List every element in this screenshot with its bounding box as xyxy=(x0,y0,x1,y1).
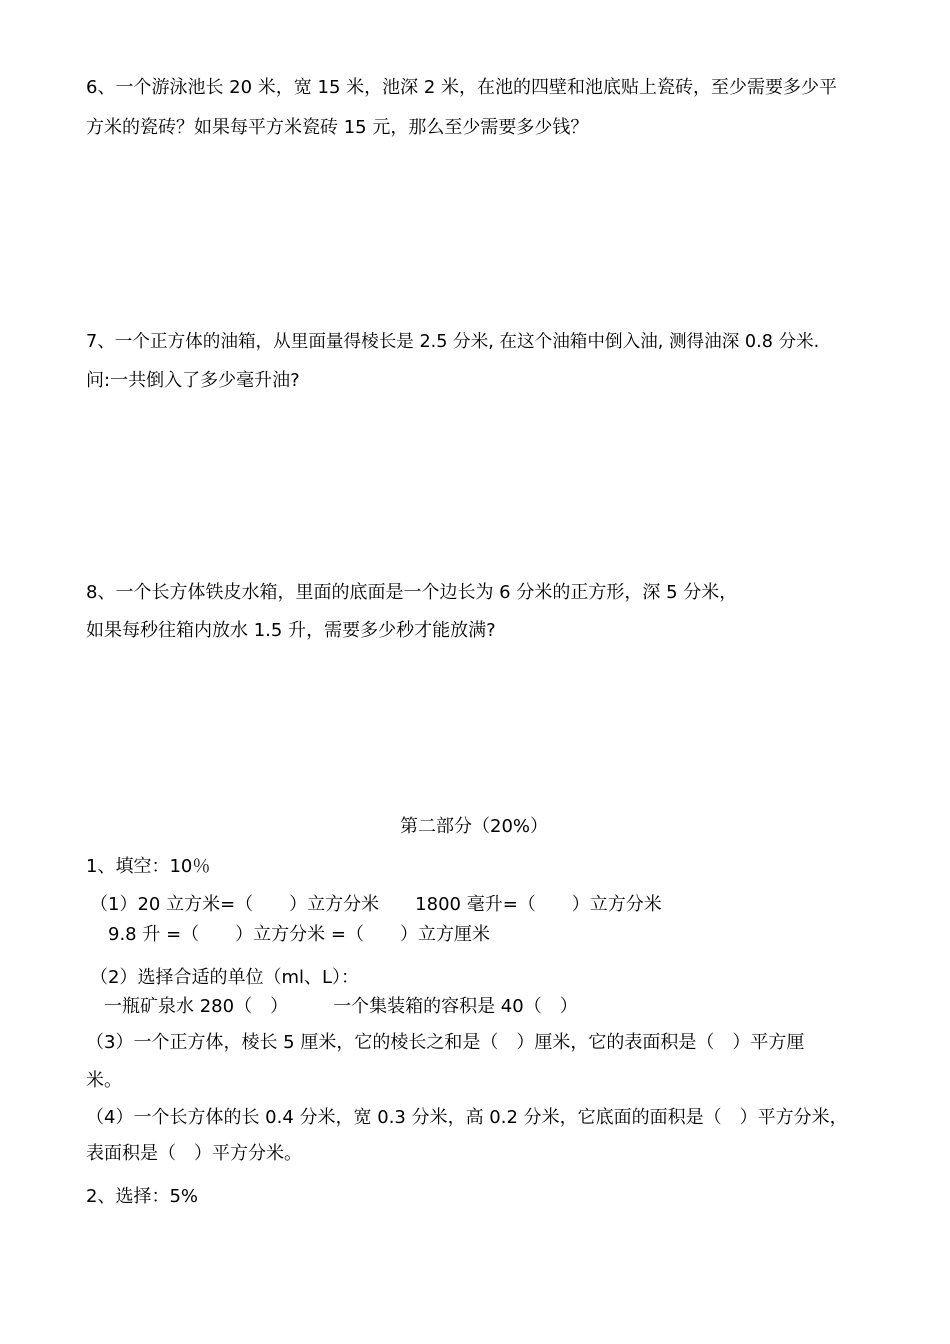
q8-line2: 如果每秒往箱内放水 1.5 升，需要多少秒才能放满? xyxy=(86,620,496,641)
q8-line1: 8、一个长方体铁皮水箱，里面的底面是一个边长为 6 分米的正方形，深 5 分米， xyxy=(86,582,738,603)
fill-1a: （1）20 立方米=（ ）立方分米 1800 毫升=（ ）立方分米 xyxy=(90,894,662,915)
q6-line2: 方米的瓷砖？如果每平方米瓷砖 15 元，那么至少需要多少钱？ xyxy=(86,117,589,138)
q7-line2: 问:一共倒入了多少毫升油? xyxy=(86,370,300,391)
part2-title: 第二部分（20%） xyxy=(400,816,549,837)
fill-2b: 一瓶矿泉水 280（ ） 一个集装箱的容积是 40（ ） xyxy=(104,996,578,1017)
fill-4a: （4）一个长方体的长 0.4 分米，宽 0.3 分米，高 0.2 分米，它底面的面积是（ ）平方分米， xyxy=(86,1107,848,1128)
section-choice: 2、选择：5% xyxy=(86,1186,199,1207)
q6-line1: 6、一个游泳池长 20 米，宽 15 米，池深 2 米，在池的四壁和池底贴上瓷砖，至少需要多少平 xyxy=(86,77,838,98)
fill-4b: 表面积是（ ）平方分米。 xyxy=(86,1143,302,1164)
fill-2a: （2）选择合适的单位（ml、L）： xyxy=(90,967,360,988)
fill-3b: 米。 xyxy=(86,1070,122,1091)
fill-1b: 9.8 升 =（ ）立方分米 =（ ）立方厘米 xyxy=(108,924,490,945)
q7-line1: 7、一个正方体的油箱，从里面量得棱长是 2.5 分米, 在这个油箱中倒入油, 测得油深 0.8 分米. xyxy=(86,332,820,352)
section-fill-blank: 1、填空：10％ xyxy=(86,856,211,877)
fill-3a: （3）一个正方体，棱长 5 厘米，它的棱长之和是（ ）厘米，它的表面积是（ ）平方厘 xyxy=(86,1032,805,1053)
